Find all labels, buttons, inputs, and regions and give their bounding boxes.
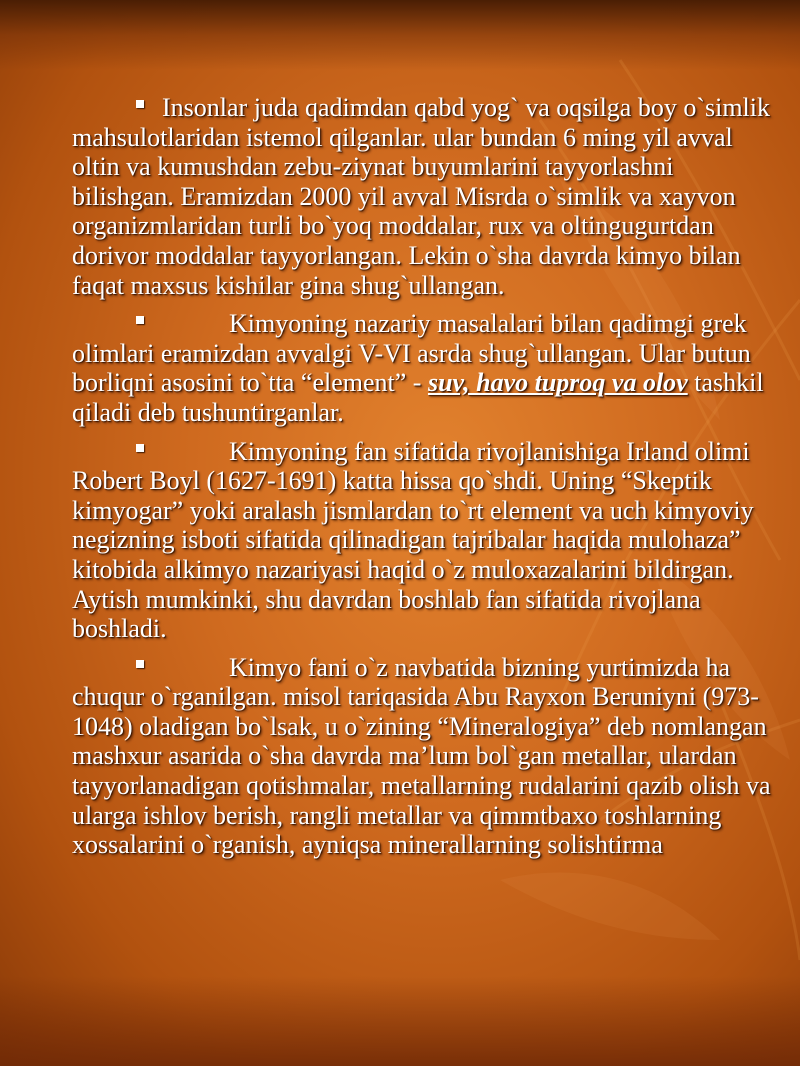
square-bullet-icon bbox=[136, 660, 144, 668]
square-bullet-icon bbox=[136, 100, 144, 108]
paragraph-3 bbox=[72, 437, 772, 644]
paragraph-2-text: Kimyoning nazariy masalalari bilan qadimgi grek olimlari eramizdan avvalgi V-VI asrda shug`ullangan. Ular butun borliqni asosini to`tta “element” - bbox=[72, 309, 751, 398]
square-bullet-icon bbox=[136, 444, 144, 452]
bottom-shade bbox=[0, 976, 800, 1066]
paragraph-1-text: Insonlar juda qadimdan qabd yog` va oqsilga boy o`simlik mahsulotlaridan istemol qilganlar. ular bundan 6 ming yil avval oltin va kumushdan zebu-ziynat buyumlarini tayyorlashni bilishgan. Eramizdan 2000 yil avval Misrda o`simlik va xayvon organizmlaridan turli bo`yoq moddalar, rux va oltingugurtdan dorivor moddalar tayyorlangan. Lekin o`sha davrda kimyo bilan faqat maxsus kishilar gina shug`ullangan. bbox=[72, 93, 771, 300]
paragraph-3-text: Kimyoning fan sifatida rivojlanishiga Irland olimi Robert Boyl (1627-1691) katta hissa qo`shdi. Uning “Skeptik kimyogar” yoki aralash jismlardan to`rt element va uch kimyoviy negizning isboti sifatida qilinadigan tajribalar haqida mulohaza” kitobida alkimyo nazariyasi haqid o`z muloxazalarini bildirgan. Aytish mumkinki, shu davrdan boshlab fan sifatida rivojlana boshladi. bbox=[72, 436, 754, 644]
paragraph-1 bbox=[72, 93, 772, 300]
paragraph-2 bbox=[72, 309, 772, 427]
paragraph-4-text: Kimyo fani o`z navbatida bizning yurtimizda ha chuqur o`rganilgan. misol tariqasida Abu Rayxon Beruniyni (973-1048) oladigan bo`lsak, u o`zining “Mineralogiya” deb nomlangan mashxur asarida o`sha davrda ma’lum bol`gan metallar, ulardan tayyorlanadigan qotishmalar, metallarning rudalarini qazib olish va ularga ishlov berish, rangli metallar va qimmtbaxo toshlarning xossalarini o`rganish, ayniqsa minerallarning solishtirma bbox=[72, 652, 771, 860]
elements-emphasis: suv, havo tuproq va olov bbox=[427, 368, 688, 398]
paragraph-4 bbox=[72, 653, 772, 860]
paragraph-2-text-end: tashkil qiladi deb tushuntirganlar. bbox=[72, 368, 764, 427]
square-bullet-icon bbox=[136, 316, 144, 324]
slide-body bbox=[72, 93, 772, 869]
